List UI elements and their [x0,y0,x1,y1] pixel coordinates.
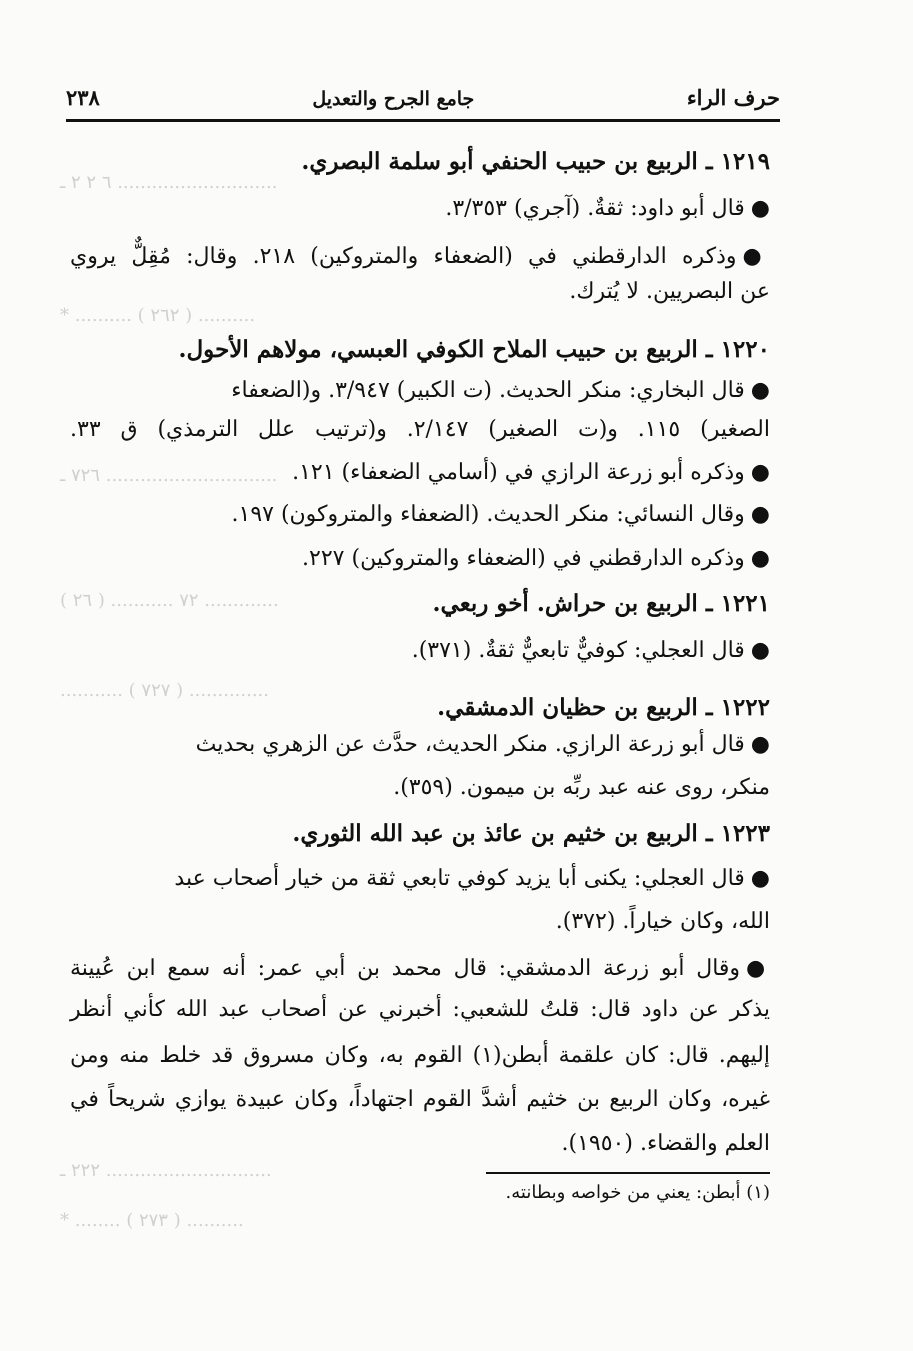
text-line [70,768,770,808]
chapter-title: حرف الراء [686,85,780,110]
bullet-icon: ● [750,731,770,757]
bullet-icon: ● [746,955,770,981]
book-title: جامع الجرح والتعديل [312,88,475,110]
line-text: الصغير) ١١٥. و(ت الصغير) ٢/١٤٧. و(ترتيب علل الترمذي) ق ٣٣. [70,417,770,442]
line-text: يذكر عن داود قال: قلتُ للشعبي: أخبرني عن أصحاب عبد الله كأني أنظر [70,997,770,1022]
bullet-icon: ● [750,865,770,891]
text-line [70,630,770,671]
text-line [70,370,770,411]
line-text: وقال النسائي: منكر الحديث. (الضعفاء والمتروكون) ١٩٧. [231,502,745,527]
bleed-through-text: ........... ( ٧٢٧ ) .............. [60,680,269,701]
line-text: وقال أبو زرعة الدمشقي: قال محمد بن أبي عمر: أنه سمع ابن عُيينة [70,956,741,981]
bleed-through-text: * ........ ( ٢٧٣ ) .......... [60,1210,244,1231]
bleed-through-text: ٢٢٢ ـ ............................. [60,1160,272,1181]
line-text: الله، وكان خياراً. (٣٧٢). [555,909,770,934]
text-line [70,858,770,899]
line-text: قال البخاري: منكر الحديث. (ت الكبير) ٣/٩٤٧. و(الضعفاء [231,378,745,403]
text-line [70,236,770,277]
line-text: وذكره أبو زرعة الرازي في (أسامي الضعفاء) ١٢١. [292,460,745,485]
line-text: ١٢١٩ ـ الربيع بن حبيب الحنفي أبو سلمة البصري. [301,148,770,175]
text-line [70,538,770,579]
bullet-icon: ● [750,377,770,403]
entry-heading [70,814,770,854]
text-line [70,1080,770,1120]
text-line [70,188,770,229]
text-line [70,948,770,989]
footnote: (١) أبطن: يعني من خواصه وبطانته. [505,1182,770,1203]
line-text: غيره، وكان الربيع بن خثيم أشدَّ القوم اجتهاداً، وكان عبيدة يوازي شريحاً في [70,1087,770,1112]
bullet-icon: ● [742,243,770,269]
text-line [70,902,770,942]
line-text: ١٢٢١ ـ الربيع بن حراش. أخو ربعي. [432,590,770,617]
line-text: ١٢٢٠ ـ الربيع بن حبيب الملاح الكوفي العبسي، مولاهم الأحول. [178,336,770,363]
line-text: قال أبو زرعة الرازي. منكر الحديث، حدَّث عن الزهري بحديث [195,732,745,757]
bleed-through-text: * .......... ( ٢٦٢ ) .......... [60,305,256,326]
bleed-through-text: ٦ ٢ ٢ ـ ............................ [60,172,278,193]
text-line [70,410,770,450]
text-line [70,494,770,535]
line-text: ١٢٢٢ ـ الربيع بن حظيان الدمشقي. [437,694,770,721]
text-line [70,724,770,765]
text-line [70,1036,770,1076]
page-header [66,66,780,110]
header-rule [66,119,780,122]
line-text: عن البصريين. لا يُترك. [569,279,770,304]
line-text: قال العجلي: كوفيٌّ تابعيٌّ ثقةٌ. (٣٧١). [411,638,745,663]
bullet-icon: ● [750,545,770,571]
bullet-icon: ● [750,195,770,221]
page-number: ٢٣٨ [66,85,100,110]
entry-heading [70,330,770,370]
bullet-icon: ● [750,501,770,527]
bullet-icon: ● [750,459,770,485]
line-text: إليهم. قال: كان علقمة أبطن(١) القوم به، وكان مسروق قد خلط منه ومن [70,1043,770,1068]
bleed-through-text: ٧٢٦ ـ .............................. [60,465,278,486]
bleed-through-text: ٧٢ ........... ( ٢٦ ) ............. [60,590,279,611]
text-line [70,990,770,1030]
line-text: ١٢٢٣ ـ الربيع بن خثيم بن عائذ بن عبد الله الثوري. [292,820,770,847]
line-text: وذكره الدارقطني في (الضعفاء والمتروكين) ٢٢٧. [302,546,745,571]
text-line [70,1124,770,1164]
line-text: وذكره الدارقطني في (الضعفاء والمتروكين) ٢١٨. وقال: مُقِلٌّ يروي [70,244,737,269]
bullet-icon: ● [750,637,770,663]
line-text: منكر، روى عنه عبد ربِّه بن ميمون. (٣٥٩). [393,775,770,800]
line-text: العلم والقضاء. (١٩٥٠). [561,1131,770,1156]
line-text: قال العجلي: يكنى أبا يزيد كوفي تابعي ثقة من خيار أصحاب عبد [174,866,745,891]
line-text: قال أبو داود: ثقةٌ. (آجري) ٣/٣٥٣. [445,196,745,221]
